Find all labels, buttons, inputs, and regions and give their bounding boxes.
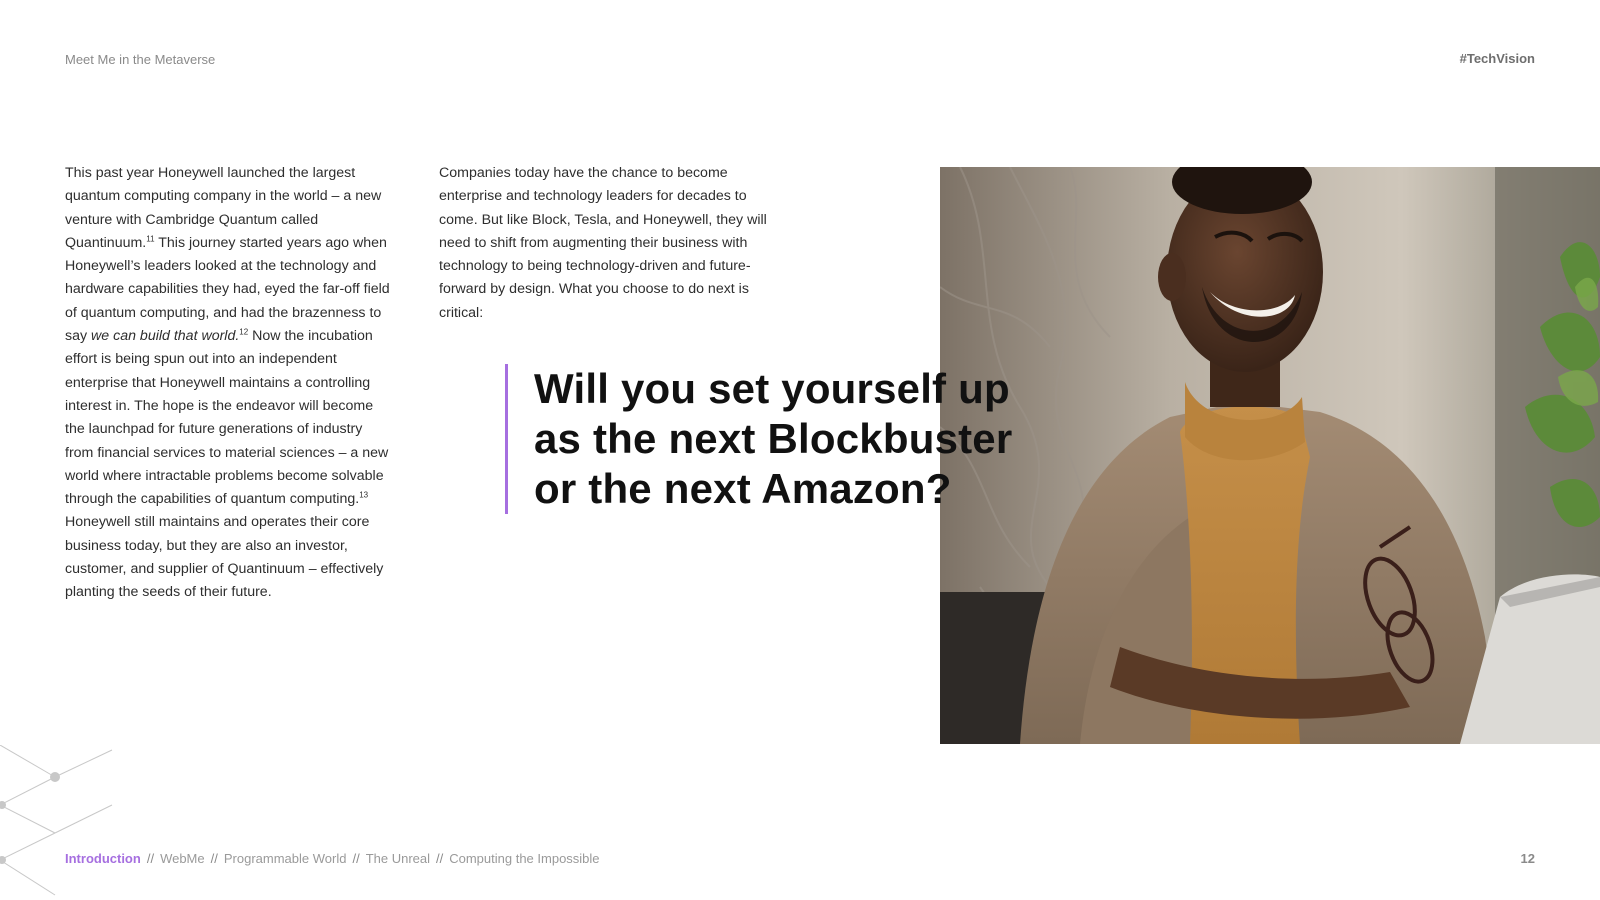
footnote-ref[interactable]: 11 bbox=[146, 234, 155, 244]
nav-item-introduction[interactable]: Introduction bbox=[65, 851, 141, 866]
body-column-2 bbox=[439, 162, 769, 325]
document-title: Meet Me in the Metaverse bbox=[65, 52, 216, 67]
nav-item-computing-the-impossible[interactable]: Computing the Impossible bbox=[449, 851, 600, 866]
nav-separator: // bbox=[436, 851, 444, 866]
nav-separator: // bbox=[352, 851, 360, 866]
section-nav bbox=[65, 851, 600, 866]
hashtag: #TechVision bbox=[1459, 51, 1535, 66]
nav-separator: // bbox=[146, 851, 155, 866]
nav-item-webme[interactable]: WebMe bbox=[160, 851, 205, 866]
footnote-ref[interactable]: 13 bbox=[359, 490, 369, 500]
body-paragraph-1 bbox=[65, 162, 393, 605]
body-text: This past year Honeywell launched the largest quantum computing company in the world – a new venture with Cambridge Quantum called Quantinuum. bbox=[65, 165, 382, 251]
nav-separator: // bbox=[210, 851, 218, 866]
body-text: Honeywell still maintains and operates their core business today, but they are also an investor, customer, and supplier of Quantinuum – effectively planting the seeds of their future. bbox=[65, 514, 384, 601]
footnote-ref[interactable]: 12 bbox=[239, 327, 249, 337]
smiling-man-photo bbox=[940, 167, 1600, 744]
page-number: 12 bbox=[1520, 851, 1535, 866]
nav-item-programmable-world[interactable]: Programmable World bbox=[223, 851, 347, 866]
pull-quote-text: Will you set yourself up as the next Blockbuster or the next Amazon? bbox=[534, 365, 1013, 512]
body-paragraph-2: Companies today have the chance to become enterprise and technology leaders for decades to come. But like Block, Tesla, and Honeywell, they will need to shift from augmenting their business with technology to being technology-driven and future-forward by design. What you choose to do next is critical: bbox=[439, 165, 767, 321]
body-column-1 bbox=[65, 162, 393, 605]
body-text: This journey started years ago when Honeywell’s leaders looked at the technology and hardware capabilities they had, eyed the far-off field of quantum computing, and had the brazenness to say bbox=[65, 234, 390, 345]
network-lines-decoration bbox=[0, 745, 120, 900]
body-text: Now the incubation effort is being spun out into an independent enterprise that Honeywell maintains a controlling interest in. The hope is the endeavor will become the launchpad for future generations of industry from financial services to material sciences – a new world where intractable problems become solvable through the capabilities of quantum computing. bbox=[65, 328, 389, 508]
nav-item-the-unreal[interactable]: The Unreal bbox=[365, 851, 430, 866]
pull-quote bbox=[505, 364, 1025, 514]
body-italic: we can build that world. bbox=[91, 328, 240, 345]
